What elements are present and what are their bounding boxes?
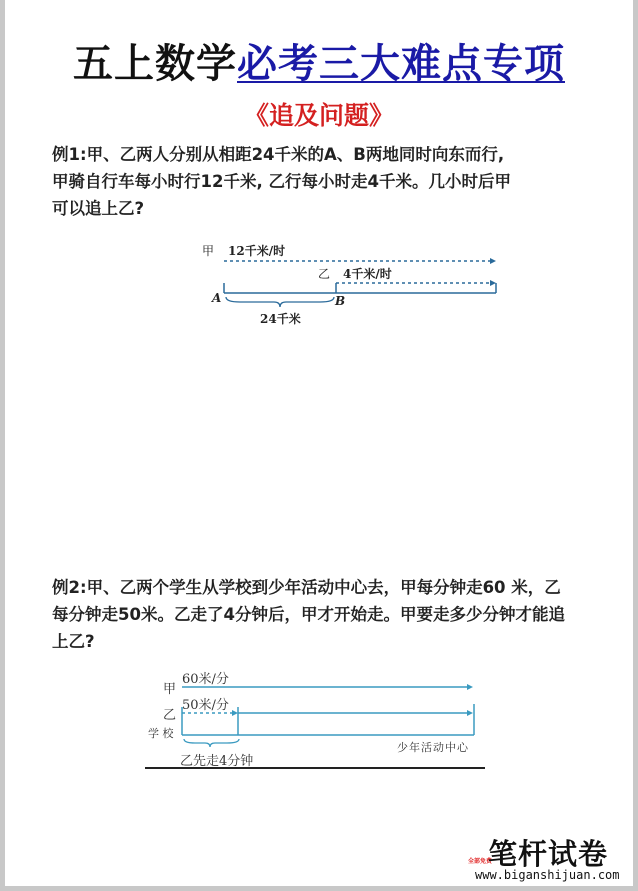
- head-start-label: 乙先走4分钟: [180, 754, 254, 769]
- title-grade: 五上数学: [73, 40, 237, 87]
- example2-line: 每分钟走50米。乙走了4分钟后，甲才开始走。甲要走多少分钟才能追: [52, 605, 565, 624]
- yi-speed: 50米/分: [182, 698, 229, 713]
- jia-speed: 60米/分: [182, 672, 229, 687]
- jia-label: 甲: [163, 682, 177, 697]
- example1-diagram: [190, 238, 510, 333]
- point-b: B: [335, 294, 346, 308]
- example1-line: 甲骑自行车每小时行12千米, 乙行每小时走4千米。几小时后甲: [52, 172, 511, 191]
- title-topic: 必考三大难点专项: [237, 40, 565, 87]
- page-title: [5, 38, 633, 90]
- point-a: A: [212, 291, 222, 305]
- jia-label: 甲: [202, 244, 215, 258]
- example2-diagram: [135, 662, 495, 774]
- distance-label: 24千米: [260, 312, 301, 326]
- yi-label: 乙: [163, 708, 177, 723]
- brand-logo: 笔杆试卷: [488, 837, 609, 871]
- jia-speed: 12千米/时: [228, 244, 286, 258]
- example1-line: 例1:甲、乙两人分别从相距24千米的A、B两地同时向东而行,: [52, 145, 505, 164]
- example2-text: [52, 574, 617, 655]
- page-subtitle: 《追及问题》: [243, 101, 394, 130]
- yi-label: 乙: [318, 267, 331, 281]
- example1-text: [52, 141, 617, 222]
- worksheet-page: [5, 0, 633, 886]
- yi-speed: 4千米/时: [343, 267, 392, 281]
- example1-line: 可以追上乙?: [52, 199, 145, 218]
- example2-line: 上乙?: [52, 632, 95, 651]
- brand-url: www.biganshijuan.com: [475, 868, 620, 882]
- school-label: 学 校: [148, 727, 174, 740]
- example2-line: 例2:甲、乙两个学生从学校到少年活动中心去，甲每分钟走60 米，乙: [52, 578, 561, 597]
- center-label: 少年活动中心: [397, 741, 469, 754]
- free-badge: 全部免费: [468, 858, 493, 865]
